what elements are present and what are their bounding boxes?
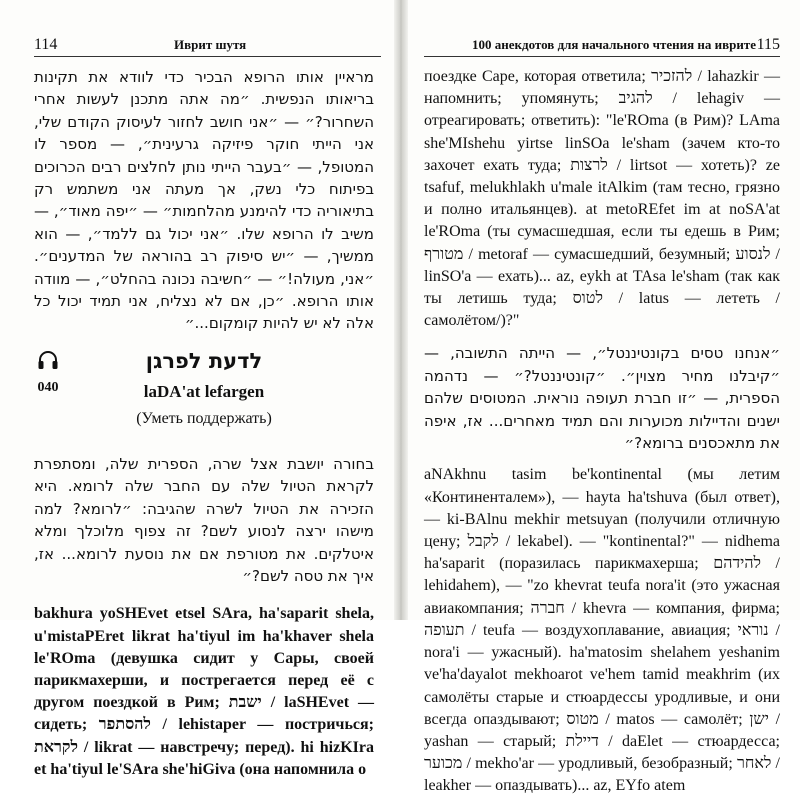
story-heading — [34, 349, 374, 447]
right-page-header — [424, 34, 780, 56]
right-page-body — [424, 66, 780, 798]
headphones-icon — [37, 349, 59, 371]
page-number: 115 — [756, 36, 780, 53]
story-number: 040 — [37, 379, 59, 395]
left-page — [0, 0, 395, 778]
story-transliteration: bakhura yoSHEvet etsel SAra, ha'saparit shela, u'mistaPEret likrat ha'tiyul im ha'khaver shela le'ROma (девушка сидит у Сары, своей парикмахерши, и пострегается перед её с другом поездкой в Рим; ישבת / laSHEvet — сидеть; להסתפר / lehistaper — постричься; לקראת / likrat — навстречу; перед). hi hizKIra et ha'tiyul le'SAra she'hiGiva (она напомнила о — [34, 605, 375, 778]
left-page-header — [34, 34, 381, 56]
right-page — [408, 0, 800, 795]
story-ending-hebrew: מראיין אותו הרופא הבכיר כדי לוודא את תקינות בריאותו הנפשית. ״מה אתה מתכנן לעשות אחרי השחרור?״ — ״אני חושב לחזור לעיסוק הקודם שלי, אני הייתי חוקר פיזיקה גרעינית״, — מספר לו המטופל, — ״בעבר הייתי נותן לחלצים רבים הכרוכים בפיתוח כלי נשק, אך מעתה אני משתמש רק בתיאוריה כדי להימנע מהלחמות״ — ״יפה מאוד״, — משיב לו הרופא שלו. ״אני יכול גם ללמד״, — הוא ממשיך, — ״יש סיפוק רב בהוראה של המדענים״. ״אני, מעולה!״ — ״חשיבה נכונה בהחלט״, — מוודה אותו הרופא. ״כן, אם לא נצליח, אני תמיד יכול כל אלה לא יש להיות קומקום...״ — [34, 68, 374, 333]
book-gutter — [394, 0, 408, 620]
header-rule — [34, 56, 381, 57]
running-title: 100 анекдотов для начального чтения на иврите — [472, 37, 757, 52]
transliteration-paragraph: поездке Саре, которая ответила; להזכיר / lahazkir — напомнить; упомянуть; להגיב / lehagiv — отреагировать; ответить): "le'ROma (в Рим)? LAma she'MIshehu yirtse linSOa le'sham (зачем кто-то захочет ехать туда; לרצות / lirtsot — хотеть)? ze tsafuf, melukhlakh u'male itAlkim (там тесно, грязно и полно итальянцев). at metoREfet im at noSA'at le'ROma (ты сумасшедшая, если ты едешь в Рим; מטורף / metoraf — сумасшедший, безумный; לנסוע / linSO'a — ехать)... az, eykh at TAsa le'sham (так как ты летишь туда; לטוס / latus — лететь /самолётом/)?" — [424, 68, 781, 330]
story-text-hebrew: בחורה יושבת אצל שרה, הספרית שלה, ומסתפרת לקראת הטיול שלה עם החבר שלה לרומא. היא הזכירה את הטיול לשרה שהגיבה: ״לרומא? למה מישהו ירצה לנסוע לשם? זה צפוף מלוכלך ומלא איטלקים. את מטורפת אם את נוסעת לרומא... אז, איך את טסה לשם?״ — [34, 454, 374, 585]
header-rule — [424, 56, 780, 57]
story-title-russian: (Уметь поддержать) — [136, 409, 272, 427]
story-text-hebrew: ״אנחנו טסים בקונטיננטל״, — הייתה התשובה, — ״קיבלנו מחיר מצוין״. ״קונטיננטל?״ — נדהמה הספרית, — ״זו חברת תעופה נוראית. המטוסים שלהם ישנים והדיילות מכוערות והם תמיד מאחרים... אז, איפה את מתאכסנים ברומא?״ — [424, 344, 780, 453]
running-title: Иврит шутя — [174, 37, 247, 52]
audio-track — [34, 349, 62, 396]
transliteration-paragraph: aNAkhnu tasim be'kontinental (мы летим «Континенталем»), — hayta ha'tshuva (был ответ), — ki-BAlnu mekhir metsuyan (получили отличную цену; לקבל / lekabel). — "kontinental?" — nidhema ha'saparit (поразилась парикмахерша; להידהם / lehidahem), — "zo khevrat teufa nora'it (это ужасная авиакомпания; חברה / khevra — компания, фирма; תעופה / teufa — воздухоплавание, авиация; נוראי / nora'i — ужасный). ha'matosim shelahem yeshanim ve'ha'dayalot mekhoarot ve'hem tamid meakhrim (их самолёты старые и стюардессы уродливые, и они всегда опаздывают; מטוס / matos — самолёт; ישן / yashan — старый; דיילת / daElet — стюардесса; מכוער / mekho'ar — уродливый, безобразный; לאחר / leakher — опаздывать)... az, EYfo atem — [424, 466, 781, 795]
left-page-body — [34, 66, 374, 781]
story-title-transliteration: laDA'at lefargen — [143, 381, 265, 401]
story-title-hebrew: לדעת לפרגן — [145, 348, 263, 373]
page-number: 114 — [34, 36, 58, 53]
